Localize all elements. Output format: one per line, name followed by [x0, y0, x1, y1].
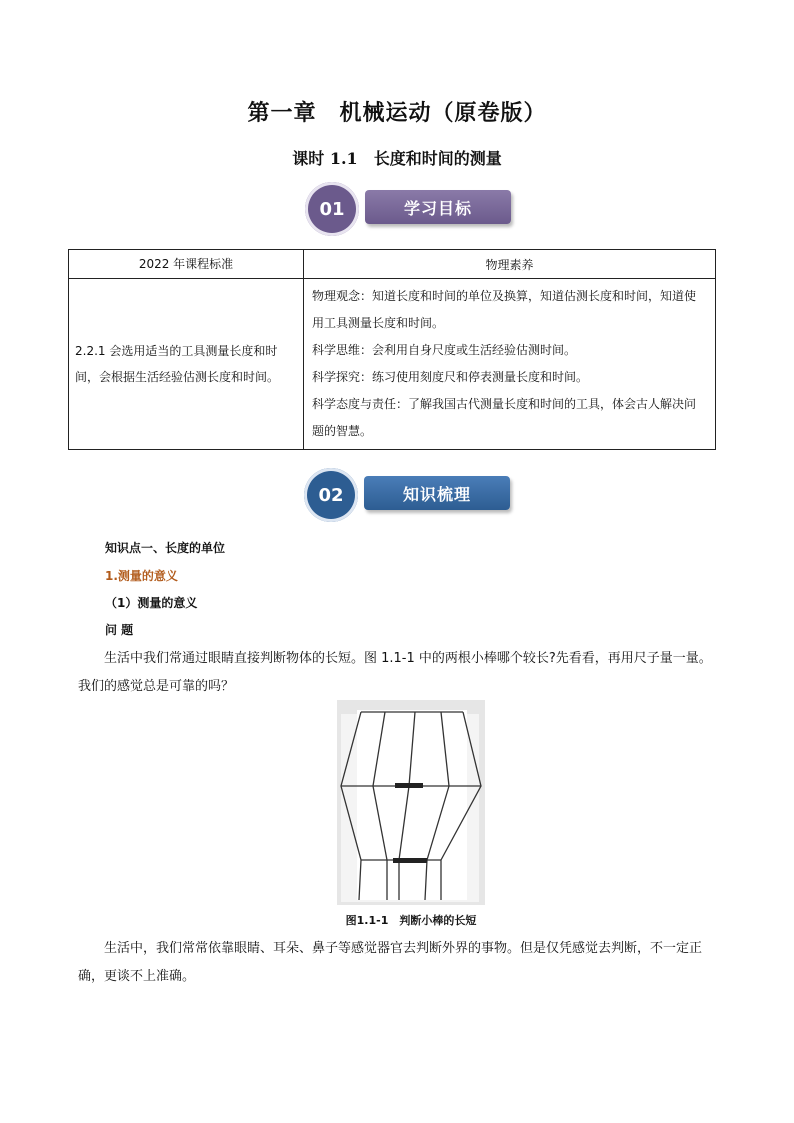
literacy-cell: [304, 279, 716, 450]
literacy-item: 科学思维：会利用自身尺度或生活经验估测时间。: [312, 343, 577, 357]
paragraph: 生活中，我们常常依靠眼睛、耳朵、鼻子等感觉器官去判断外界的事物。但是仅凭感觉去判断，不一定正确，更谈不上准确。: [78, 941, 703, 984]
subheading: 1.测量的意义: [105, 569, 178, 583]
literacy-item: 科学态度与责任：了解我国古代测量长度和时间的工具，体会古人解决问题的智慧。: [312, 397, 697, 438]
literacy-item: 科学探究：练习使用刻度尺和停表测量长度和时间。: [312, 370, 589, 384]
knowledge-point-heading: 知识点一、长度的单位: [105, 541, 226, 555]
item-heading: （1）测量的意义: [105, 596, 198, 610]
document-title: 第一章 机械运动（原卷版）: [247, 100, 547, 126]
stick-illusion-figure: [337, 700, 485, 905]
lesson-subtitle: 课时 1.1 长度和时间的测量: [292, 149, 502, 168]
table-header-literacy: 物理素养: [304, 250, 716, 279]
standard-cell: 2.2.1 会选用适当的工具测量长度和时间，会根据生活经验估测长度和时间。: [69, 279, 304, 450]
table-header-standard: 2022 年课程标准: [69, 250, 304, 279]
badge-number: 01: [305, 182, 359, 236]
curriculum-standards-table: [68, 249, 716, 450]
literacy-item: 物理观念：知道长度和时间的单位及换算，知道估测长度和时间，知道使用工具测量长度和时间。: [312, 289, 697, 330]
badge-label: 知识梳理: [364, 476, 510, 510]
badge-label: 学习目标: [365, 190, 511, 224]
figure-caption: 图1.1-1 判断小棒的长短: [345, 914, 477, 927]
question-label: 问 题: [105, 623, 134, 637]
badge-number: 02: [304, 468, 358, 522]
paragraph: 生活中我们常通过眼睛直接判断物体的长短。图 1.1-1 中的两根小棒哪个较长?先看看，再用尺子量一量。我们的感觉总是可靠的吗？: [78, 651, 712, 694]
